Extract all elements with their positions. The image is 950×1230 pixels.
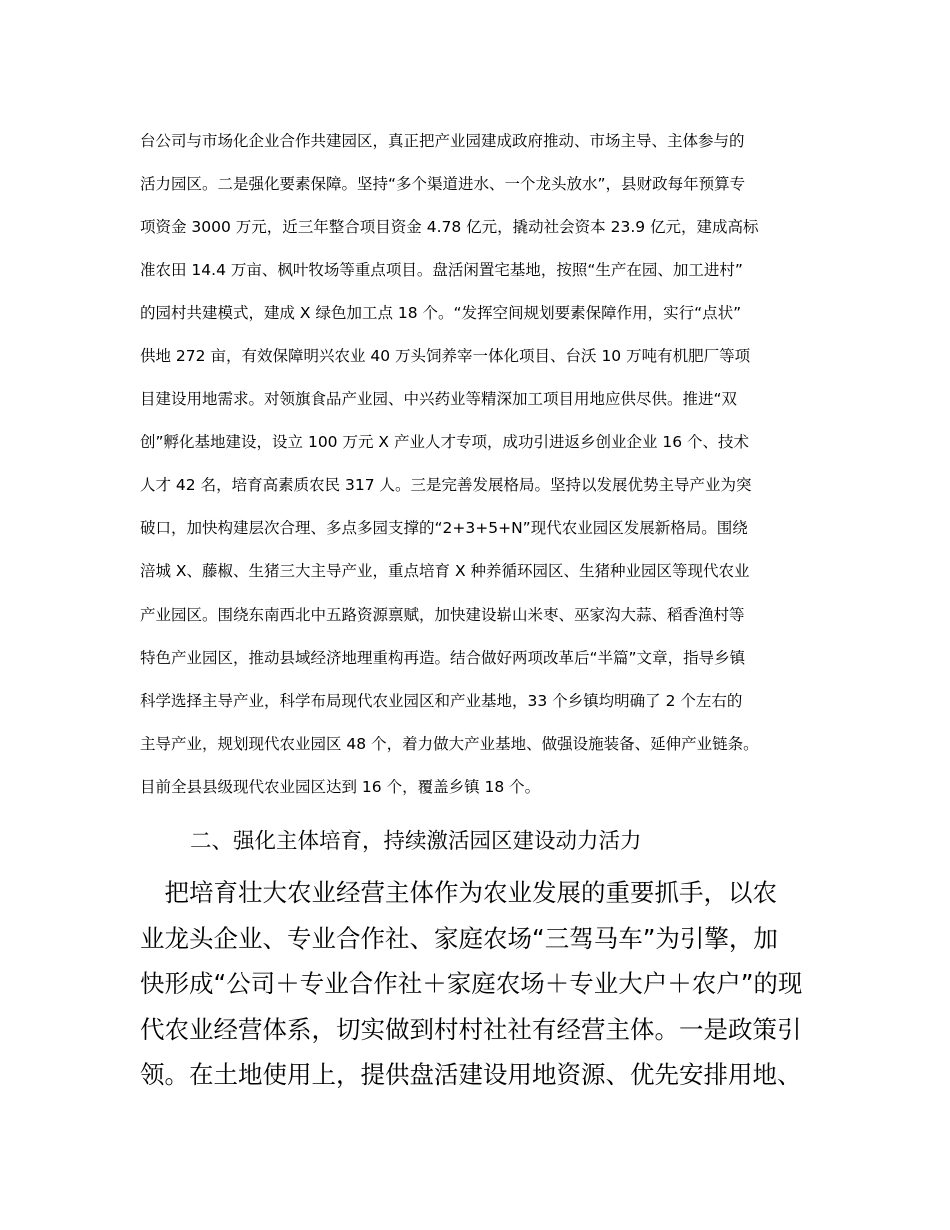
- paragraph-line: 活力园区。二是强化要素保障。坚持“多个渠道进水、一个龙头放水”，县财政每年预算专: [140, 175, 746, 193]
- paragraph-line: 科学选择主导产业，科学布局现代农业园区和产业基地，33 个乡镇均明确了 2 个左右的: [140, 692, 743, 710]
- paragraph-line: 产业园区。围绕东南西北中五路资源禀赋，加快建设崭山米枣、巫家沟大蒜、稻香渔村等: [140, 606, 745, 624]
- paragraph-line: 供地 272 亩，有效保障明兴农业 40 万头饲养宰一体化项目、台沃 10 万吨有机肥厂等项: [140, 347, 751, 365]
- paragraph-line: 的园村共建模式，建成 X 绿色加工点 18 个。“发挥空间规划要素保障作用，实行“点状”: [140, 304, 742, 322]
- section-heading: 二、强化主体培育，持续激活园区建设动力活力: [190, 829, 642, 854]
- paragraph-line: 破口，加快构建层次合理、多点多园支撑的“2+3+5+N”现代农业园区发展新格局。围绕: [140, 519, 748, 537]
- paragraph-line: 目前全县县级现代农业园区达到 16 个，覆盖乡镇 18 个。: [140, 778, 541, 796]
- paragraph-line: 项资金 3000 万元，近三年整合项目资金 4.78 亿元，撬动社会资本 23.9 亿元，建成高标: [140, 218, 759, 236]
- paragraph-line: 特色产业园区，推动县域经济地理重构再造。结合做好两项改革后“半篇”文章，指导乡镇: [140, 649, 746, 667]
- paragraph-line: 领。在土地使用上，提供盘活建设用地资源、优先安排用地、: [140, 1060, 802, 1089]
- paragraph-line: 把培育壮大农业经营主体作为农业发展的重要抓手，以农: [140, 878, 777, 907]
- paragraph-line: 准农田 14.4 万亩、枫叶牧场等重点项目。盘活闲置宅基地，按照“生产在园、加工进村”: [140, 261, 743, 279]
- paragraph-line: 目建设用地需求。对领旗食品产业园、中兴药业等精深加工项目用地应供尽供。推进“双: [140, 390, 738, 408]
- paragraph-line: 代农业经营体系，切实做到村村社社有经营主体。一是政策引: [140, 1015, 802, 1044]
- paragraph-line: 创”孵化基地建设，设立 100 万元 X 产业人才专项，成功引进返乡创业企业 16 个、技术: [140, 433, 750, 451]
- paragraph-line: 人才 42 名，培育高素质农民 317 人。三是完善发展格局。坚持以发展优势主导产业为突: [140, 476, 752, 494]
- paragraph-line: 快形成“公司＋专业合作社＋家庭农场＋专业大户＋农户”的现: [140, 969, 803, 998]
- paragraph-line: 业龙头企业、专业合作社、家庭农场“三驾马车”为引擎，加: [140, 924, 778, 953]
- paragraph-line: 涪城 X、藤椒、生猪三大主导产业，重点培育 X 种养循环园区、生猪种业园区等现代农业: [140, 562, 750, 580]
- paragraph-line: 主导产业，规划现代农业园区 48 个，着力做大产业基地、做强设施装备、延伸产业链条。: [140, 735, 759, 753]
- paragraph-line: 台公司与市场化企业合作共建园区，真正把产业园建成政府推动、市场主导、主体参与的: [140, 132, 745, 150]
